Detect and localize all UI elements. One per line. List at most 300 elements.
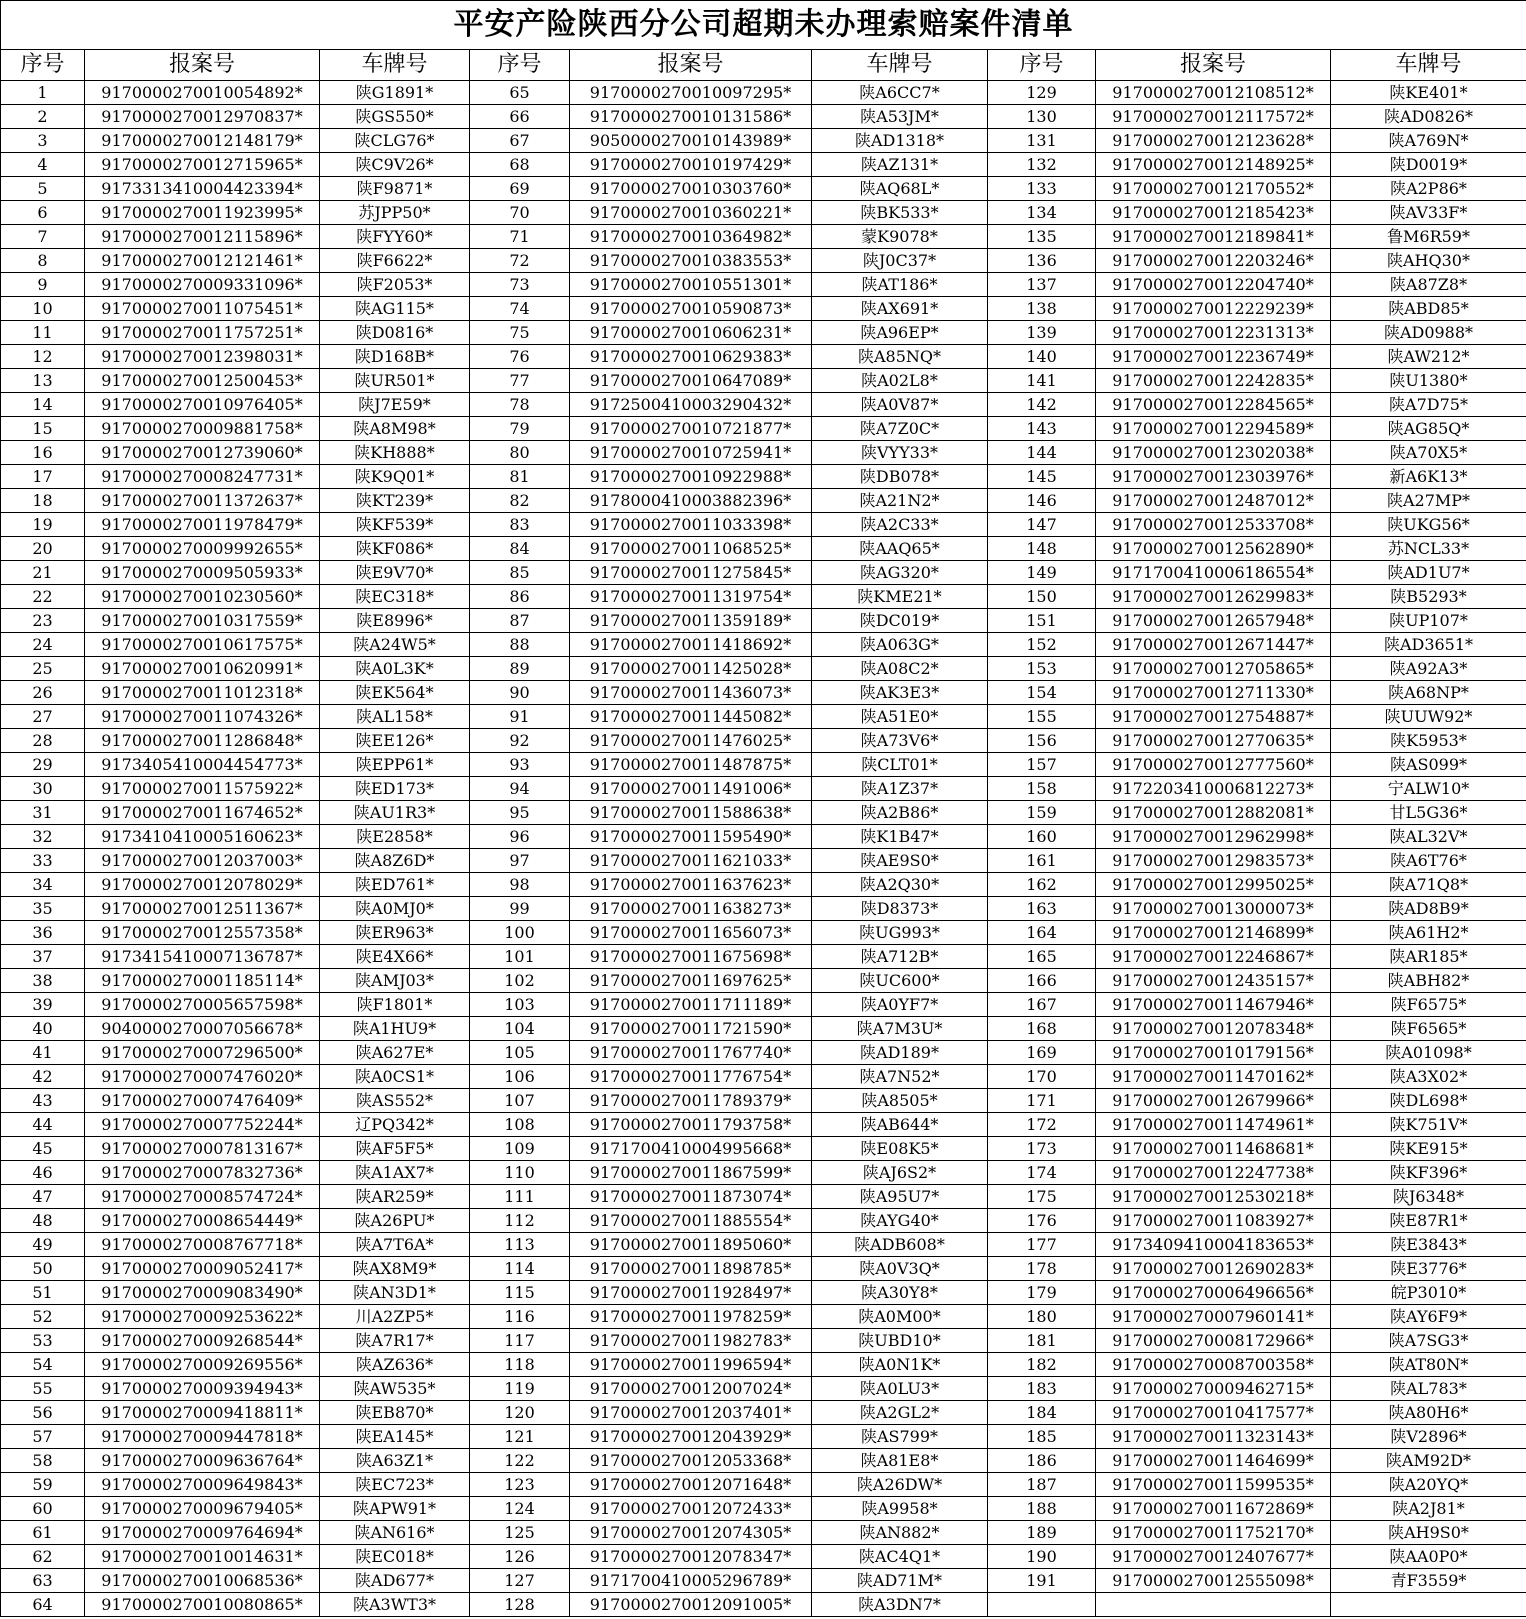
report-no-cell: 9170000270008654449* bbox=[85, 1209, 320, 1233]
report-no-cell: 9170000270012500453* bbox=[85, 369, 320, 393]
header-seq: 序号 bbox=[988, 50, 1096, 81]
report-no-cell: 9170000270012557358* bbox=[85, 921, 320, 945]
table-row bbox=[1, 1257, 1526, 1281]
report-no-cell: 9170000270012754887* bbox=[1096, 705, 1331, 729]
plate-no-cell: 陕AS552* bbox=[320, 1089, 470, 1113]
report-no-cell: 9170000270010364982* bbox=[570, 225, 812, 249]
report-no-cell: 9170000270010417577* bbox=[1096, 1401, 1331, 1425]
report-no-cell: 9170000270011599535* bbox=[1096, 1473, 1331, 1497]
seq-cell: 111 bbox=[470, 1185, 570, 1209]
plate-no-cell: 陕F6575* bbox=[1331, 993, 1526, 1017]
plate-no-cell: 陕E8996* bbox=[320, 609, 470, 633]
plate-no-cell: 陕DB078* bbox=[812, 465, 988, 489]
table-row bbox=[1, 729, 1526, 753]
plate-no-cell: 陕A9958* bbox=[812, 1497, 988, 1521]
plate-no-cell: 陕KF539* bbox=[320, 513, 470, 537]
seq-cell: 90 bbox=[470, 681, 570, 705]
seq-cell: 153 bbox=[988, 657, 1096, 681]
report-no-cell: 9170000270008247731* bbox=[85, 465, 320, 489]
report-no-cell: 9173405410004454773* bbox=[85, 753, 320, 777]
plate-no-cell: 陕KE401* bbox=[1331, 81, 1526, 105]
table-row bbox=[1, 873, 1526, 897]
report-no-cell: 9170000270011319754* bbox=[570, 585, 812, 609]
seq-cell: 16 bbox=[1, 441, 85, 465]
plate-no-cell: 陕AZ131* bbox=[812, 153, 988, 177]
plate-no-cell: 陕A7SG3* bbox=[1331, 1329, 1526, 1353]
plate-no-cell: 陕UP107* bbox=[1331, 609, 1526, 633]
seq-cell: 124 bbox=[470, 1497, 570, 1521]
table-row bbox=[1, 609, 1526, 633]
report-no-cell: 9170000270011359189* bbox=[570, 609, 812, 633]
seq-cell: 109 bbox=[470, 1137, 570, 1161]
plate-no-cell: 陕AC4Q1* bbox=[812, 1545, 988, 1569]
seq-cell: 162 bbox=[988, 873, 1096, 897]
seq-cell: 76 bbox=[470, 345, 570, 369]
seq-cell: 61 bbox=[1, 1521, 85, 1545]
table-row bbox=[1, 1593, 1526, 1617]
report-no-cell: 9170000270011711189* bbox=[570, 993, 812, 1017]
seq-cell: 159 bbox=[988, 801, 1096, 825]
seq-cell: 38 bbox=[1, 969, 85, 993]
plate-no-cell: 陕A8Z6D* bbox=[320, 849, 470, 873]
report-no-cell: 9170000270011033398* bbox=[570, 513, 812, 537]
seq-cell: 30 bbox=[1, 777, 85, 801]
seq-cell: 67 bbox=[470, 129, 570, 153]
plate-no-cell: 陕A6CC7* bbox=[812, 81, 988, 105]
plate-no-cell: 陕A3X02* bbox=[1331, 1065, 1526, 1089]
seq-cell: 167 bbox=[988, 993, 1096, 1017]
header-seq: 序号 bbox=[470, 50, 570, 81]
plate-no-cell: 陕APW91* bbox=[320, 1497, 470, 1521]
seq-cell: 157 bbox=[988, 753, 1096, 777]
report-no-cell: 9170000270011323143* bbox=[1096, 1425, 1331, 1449]
plate-no-cell: 陕F2053* bbox=[320, 273, 470, 297]
seq-cell: 189 bbox=[988, 1521, 1096, 1545]
seq-cell: 98 bbox=[470, 873, 570, 897]
report-no-cell: 9170000270011757251* bbox=[85, 321, 320, 345]
seq-cell: 54 bbox=[1, 1353, 85, 1377]
plate-no-cell: 陕A0L3K* bbox=[320, 657, 470, 681]
report-no-cell: 9170000270011575922* bbox=[85, 777, 320, 801]
plate-no-cell: 陕A27MP* bbox=[1331, 489, 1526, 513]
table-row bbox=[1, 489, 1526, 513]
plate-no-cell: 陕AR185* bbox=[1331, 945, 1526, 969]
plate-no-cell: 陕A70X5* bbox=[1331, 441, 1526, 465]
seq-cell: 103 bbox=[470, 993, 570, 1017]
report-no-cell: 9170000270012739060* bbox=[85, 441, 320, 465]
plate-no-cell: 陕A7D75* bbox=[1331, 393, 1526, 417]
plate-no-cell: 陕AW535* bbox=[320, 1377, 470, 1401]
report-no-cell: 9170000270010317559* bbox=[85, 609, 320, 633]
plate-no-cell: 陕AQ68L* bbox=[812, 177, 988, 201]
plate-no-cell: 陕K5953* bbox=[1331, 729, 1526, 753]
report-no-cell: 9170000270011752170* bbox=[1096, 1521, 1331, 1545]
report-no-cell: 9170000270012407677* bbox=[1096, 1545, 1331, 1569]
seq-cell: 85 bbox=[470, 561, 570, 585]
header-plate-no: 车牌号 bbox=[320, 50, 470, 81]
report-no-cell: 9170000270012302038* bbox=[1096, 441, 1331, 465]
plate-no-cell: 陕UKG56* bbox=[1331, 513, 1526, 537]
seq-cell: 101 bbox=[470, 945, 570, 969]
report-no-cell: 9170000270012511367* bbox=[85, 897, 320, 921]
seq-cell: 47 bbox=[1, 1185, 85, 1209]
table-row bbox=[1, 1089, 1526, 1113]
report-no-cell: 9170000270012487012* bbox=[1096, 489, 1331, 513]
seq-cell: 104 bbox=[470, 1017, 570, 1041]
report-no-cell: 9170000270011621033* bbox=[570, 849, 812, 873]
report-no-cell: 9173313410004423394* bbox=[85, 177, 320, 201]
seq-cell: 137 bbox=[988, 273, 1096, 297]
header-report-no: 报案号 bbox=[1096, 50, 1331, 81]
seq-cell: 139 bbox=[988, 321, 1096, 345]
table-row bbox=[1, 1425, 1526, 1449]
plate-no-cell: 陕AG320* bbox=[812, 561, 988, 585]
seq-cell: 105 bbox=[470, 1041, 570, 1065]
report-no-cell: 9170000270012203246* bbox=[1096, 249, 1331, 273]
seq-cell: 53 bbox=[1, 1329, 85, 1353]
seq-cell: 117 bbox=[470, 1329, 570, 1353]
report-no-cell: 9170000270012078347* bbox=[570, 1545, 812, 1569]
plate-no-cell: 陕AT80N* bbox=[1331, 1353, 1526, 1377]
plate-no-cell: 陕AD0826* bbox=[1331, 105, 1526, 129]
seq-cell: 5 bbox=[1, 177, 85, 201]
report-no-cell: 9170000270012657948* bbox=[1096, 609, 1331, 633]
seq-cell: 28 bbox=[1, 729, 85, 753]
report-no-cell: 9170000270013000073* bbox=[1096, 897, 1331, 921]
report-no-cell: 9170000270011595490* bbox=[570, 825, 812, 849]
plate-no-cell: 陕KT239* bbox=[320, 489, 470, 513]
seq-cell: 84 bbox=[470, 537, 570, 561]
report-no-cell: 9170000270011767740* bbox=[570, 1041, 812, 1065]
report-no-cell: 9170000270009649843* bbox=[85, 1473, 320, 1497]
report-no-cell: 9170000270012715965* bbox=[85, 153, 320, 177]
report-no-cell: 9170000270010725941* bbox=[570, 441, 812, 465]
report-no-cell: 9170000270007752244* bbox=[85, 1113, 320, 1137]
report-no-cell: 9170000270008574724* bbox=[85, 1185, 320, 1209]
seq-cell: 82 bbox=[470, 489, 570, 513]
report-no-cell: 9171700410006186554* bbox=[1096, 561, 1331, 585]
report-no-cell: 9170000270012108512* bbox=[1096, 81, 1331, 105]
plate-no-cell: 陕AW212* bbox=[1331, 345, 1526, 369]
seq-cell: 152 bbox=[988, 633, 1096, 657]
plate-no-cell: 新A6K13* bbox=[1331, 465, 1526, 489]
plate-no-cell: 陕K9Q01* bbox=[320, 465, 470, 489]
plate-no-cell: 陕A3DN7* bbox=[812, 1593, 988, 1617]
seq-cell: 144 bbox=[988, 441, 1096, 465]
seq-cell: 81 bbox=[470, 465, 570, 489]
plate-no-cell: 陕AAQ65* bbox=[812, 537, 988, 561]
seq-cell: 43 bbox=[1, 1089, 85, 1113]
seq-cell: 29 bbox=[1, 753, 85, 777]
table-row bbox=[1, 225, 1526, 249]
seq-cell: 63 bbox=[1, 1569, 85, 1593]
plate-no-cell: 陕AMJ03* bbox=[320, 969, 470, 993]
plate-no-cell: 陕AD0988* bbox=[1331, 321, 1526, 345]
seq-cell: 51 bbox=[1, 1281, 85, 1305]
report-no-cell: 9170000270009418811* bbox=[85, 1401, 320, 1425]
report-no-cell: 9170000270008172966* bbox=[1096, 1329, 1331, 1353]
plate-no-cell: 陕AD8B9* bbox=[1331, 897, 1526, 921]
seq-cell: 141 bbox=[988, 369, 1096, 393]
report-no-cell: 9170000270012247738* bbox=[1096, 1161, 1331, 1185]
seq-cell: 49 bbox=[1, 1233, 85, 1257]
plate-no-cell: 陕A2J81* bbox=[1331, 1497, 1526, 1521]
plate-no-cell: 陕A95U7* bbox=[812, 1185, 988, 1209]
plate-no-cell: 陕A68NP* bbox=[1331, 681, 1526, 705]
plate-no-cell: 陕A0M00* bbox=[812, 1305, 988, 1329]
report-no-cell: 9170000270012671447* bbox=[1096, 633, 1331, 657]
seq-cell: 172 bbox=[988, 1113, 1096, 1137]
seq-cell: 37 bbox=[1, 945, 85, 969]
seq-cell: 148 bbox=[988, 537, 1096, 561]
plate-no-cell: 陕AZ636* bbox=[320, 1353, 470, 1377]
plate-no-cell: 陕A80H6* bbox=[1331, 1401, 1526, 1425]
report-no-cell: 9170000270011721590* bbox=[570, 1017, 812, 1041]
report-no-cell: 9170000270006496656* bbox=[1096, 1281, 1331, 1305]
report-no-cell: 9170000270009636764* bbox=[85, 1449, 320, 1473]
seq-cell: 26 bbox=[1, 681, 85, 705]
seq-cell: 2 bbox=[1, 105, 85, 129]
plate-no-cell: 陕AL783* bbox=[1331, 1377, 1526, 1401]
seq-cell: 40 bbox=[1, 1017, 85, 1041]
table-row bbox=[1, 369, 1526, 393]
table-row bbox=[1, 177, 1526, 201]
seq-cell: 60 bbox=[1, 1497, 85, 1521]
seq-cell: 175 bbox=[988, 1185, 1096, 1209]
seq-cell: 102 bbox=[470, 969, 570, 993]
report-no-cell: 9170000270012530218* bbox=[1096, 1185, 1331, 1209]
table-row bbox=[1, 1281, 1526, 1305]
seq-cell: 163 bbox=[988, 897, 1096, 921]
table-body bbox=[1, 81, 1526, 1617]
plate-no-cell: 陕A01098* bbox=[1331, 1041, 1526, 1065]
report-no-cell: 9170000270009505933* bbox=[85, 561, 320, 585]
report-no-cell: 9170000270009881758* bbox=[85, 417, 320, 441]
seq-cell: 149 bbox=[988, 561, 1096, 585]
table-row bbox=[1, 1233, 1526, 1257]
table-row bbox=[1, 1449, 1526, 1473]
report-no-cell: 9170000270011867599* bbox=[570, 1161, 812, 1185]
table-row bbox=[1, 81, 1526, 105]
seq-cell: 123 bbox=[470, 1473, 570, 1497]
table-row bbox=[1, 801, 1526, 825]
plate-no-cell: 陕F6565* bbox=[1331, 1017, 1526, 1041]
seq-cell: 184 bbox=[988, 1401, 1096, 1425]
report-no-cell: 9170000270009269556* bbox=[85, 1353, 320, 1377]
seq-cell: 62 bbox=[1, 1545, 85, 1569]
report-no-cell: 9170000270010197429* bbox=[570, 153, 812, 177]
plate-no-cell: 陕A0CS1* bbox=[320, 1065, 470, 1089]
report-no-cell: 9170000270010131586* bbox=[570, 105, 812, 129]
table-row bbox=[1, 201, 1526, 225]
report-no-cell: 9170000270010054892* bbox=[85, 81, 320, 105]
seq-cell: 1 bbox=[1, 81, 85, 105]
report-no-cell: 9170000270010551301* bbox=[570, 273, 812, 297]
plate-no-cell: 川A2ZP5* bbox=[320, 1305, 470, 1329]
report-no-cell: 9170000270012882081* bbox=[1096, 801, 1331, 825]
plate-no-cell: 陕AH9S0* bbox=[1331, 1521, 1526, 1545]
plate-no-cell: 陕A1HU9* bbox=[320, 1017, 470, 1041]
report-no-cell: 9170000270012962998* bbox=[1096, 825, 1331, 849]
plate-no-cell: 陕FYY60* bbox=[320, 225, 470, 249]
plate-no-cell: 陕AD677* bbox=[320, 1569, 470, 1593]
seq-cell: 23 bbox=[1, 609, 85, 633]
seq-cell: 95 bbox=[470, 801, 570, 825]
plate-no-cell: 陕A1Z37* bbox=[812, 777, 988, 801]
plate-no-cell: 陕A0V3Q* bbox=[812, 1257, 988, 1281]
plate-no-cell: 陕AD1U7* bbox=[1331, 561, 1526, 585]
plate-no-cell: 陕A92A3* bbox=[1331, 657, 1526, 681]
report-no-cell: 9170000270007813167* bbox=[85, 1137, 320, 1161]
report-no-cell: 9170000270012185423* bbox=[1096, 201, 1331, 225]
seq-cell: 14 bbox=[1, 393, 85, 417]
report-no-cell: 9170000270009253622* bbox=[85, 1305, 320, 1329]
plate-no-cell: 陕D168B* bbox=[320, 345, 470, 369]
table-row bbox=[1, 1473, 1526, 1497]
plate-no-cell: 陕EA145* bbox=[320, 1425, 470, 1449]
plate-no-cell: 陕A08C2* bbox=[812, 657, 988, 681]
seq-cell: 170 bbox=[988, 1065, 1096, 1089]
seq-cell: 136 bbox=[988, 249, 1096, 273]
seq-cell: 66 bbox=[470, 105, 570, 129]
seq-cell: 44 bbox=[1, 1113, 85, 1137]
report-no-cell: 9170000270011372637* bbox=[85, 489, 320, 513]
report-no-cell: 9170000270012711330* bbox=[1096, 681, 1331, 705]
report-no-cell: 9170000270012148925* bbox=[1096, 153, 1331, 177]
seq-cell: 154 bbox=[988, 681, 1096, 705]
report-no-cell: 9170000270011789379* bbox=[570, 1089, 812, 1113]
report-no-cell: 9170000270007832736* bbox=[85, 1161, 320, 1185]
report-no-cell: 9170000270011982783* bbox=[570, 1329, 812, 1353]
report-no-cell: 9170000270010014631* bbox=[85, 1545, 320, 1569]
seq-cell: 35 bbox=[1, 897, 85, 921]
seq-cell: 74 bbox=[470, 297, 570, 321]
seq-cell: 92 bbox=[470, 729, 570, 753]
report-no-cell: 9170000270010303760* bbox=[570, 177, 812, 201]
plate-no-cell: 陕F1801* bbox=[320, 993, 470, 1017]
seq-cell: 191 bbox=[988, 1569, 1096, 1593]
seq-cell: 78 bbox=[470, 393, 570, 417]
plate-no-cell: 陕EPP61* bbox=[320, 753, 470, 777]
seq-cell: 70 bbox=[470, 201, 570, 225]
plate-no-cell: 陕A26DW* bbox=[812, 1473, 988, 1497]
report-no-cell: 9170000270012117572* bbox=[1096, 105, 1331, 129]
seq-cell: 168 bbox=[988, 1017, 1096, 1041]
seq-cell: 88 bbox=[470, 633, 570, 657]
plate-no-cell: 陕D0816* bbox=[320, 321, 470, 345]
report-no-cell: 9170000270011075451* bbox=[85, 297, 320, 321]
plate-no-cell: 陕A0V87* bbox=[812, 393, 988, 417]
report-no-cell: 9170000270012629983* bbox=[1096, 585, 1331, 609]
plate-no-cell: 陕UBD10* bbox=[812, 1329, 988, 1353]
seq-cell: 41 bbox=[1, 1041, 85, 1065]
plate-no-cell: 陕A2P86* bbox=[1331, 177, 1526, 201]
report-no-cell: 9170000270011637623* bbox=[570, 873, 812, 897]
seq-cell: 22 bbox=[1, 585, 85, 609]
report-no-cell: 9170000270011588638* bbox=[570, 801, 812, 825]
plate-no-cell: 陕A8M98* bbox=[320, 417, 470, 441]
report-no-cell bbox=[1096, 1593, 1331, 1617]
report-no-cell: 9170000270011674652* bbox=[85, 801, 320, 825]
report-no-cell: 9170000270009083490* bbox=[85, 1281, 320, 1305]
report-no-cell: 9170000270012236749* bbox=[1096, 345, 1331, 369]
seq-cell: 140 bbox=[988, 345, 1096, 369]
seq-cell: 33 bbox=[1, 849, 85, 873]
table-row bbox=[1, 945, 1526, 969]
table-row bbox=[1, 657, 1526, 681]
plate-no-cell: 陕A02L8* bbox=[812, 369, 988, 393]
plate-no-cell: 陕A712B* bbox=[812, 945, 988, 969]
table-row bbox=[1, 921, 1526, 945]
report-no-cell: 9170000270011697625* bbox=[570, 969, 812, 993]
report-no-cell: 9170000270011793758* bbox=[570, 1113, 812, 1137]
report-no-cell: 9170000270011873074* bbox=[570, 1185, 812, 1209]
seq-cell: 39 bbox=[1, 993, 85, 1017]
plate-no-cell: 陕AN616* bbox=[320, 1521, 470, 1545]
seq-cell: 135 bbox=[988, 225, 1096, 249]
report-no-cell: 9170000270012204740* bbox=[1096, 273, 1331, 297]
report-no-cell: 9170000270010179156* bbox=[1096, 1041, 1331, 1065]
report-no-cell: 9170000270010721877* bbox=[570, 417, 812, 441]
table-row bbox=[1, 1161, 1526, 1185]
seq-cell: 20 bbox=[1, 537, 85, 561]
plate-no-cell: 陕E08K5* bbox=[812, 1137, 988, 1161]
seq-cell: 24 bbox=[1, 633, 85, 657]
seq-cell: 80 bbox=[470, 441, 570, 465]
plate-no-cell: 陕A0N1K* bbox=[812, 1353, 988, 1377]
seq-cell: 151 bbox=[988, 609, 1096, 633]
plate-no-cell: 陕A8505* bbox=[812, 1089, 988, 1113]
seq-cell: 27 bbox=[1, 705, 85, 729]
report-no-cell: 9170000270011895060* bbox=[570, 1233, 812, 1257]
report-no-cell: 9170000270010617575* bbox=[85, 633, 320, 657]
table-row bbox=[1, 897, 1526, 921]
seq-cell: 180 bbox=[988, 1305, 1096, 1329]
plate-no-cell: 陕A61H2* bbox=[1331, 921, 1526, 945]
seq-cell: 146 bbox=[988, 489, 1096, 513]
seq-cell: 114 bbox=[470, 1257, 570, 1281]
seq-cell: 97 bbox=[470, 849, 570, 873]
seq-cell: 190 bbox=[988, 1545, 1096, 1569]
plate-no-cell: 陕DL698* bbox=[1331, 1089, 1526, 1113]
seq-cell: 116 bbox=[470, 1305, 570, 1329]
seq-cell: 115 bbox=[470, 1281, 570, 1305]
table-row bbox=[1, 297, 1526, 321]
plate-no-cell: 陕A96EP* bbox=[812, 321, 988, 345]
report-no-cell: 9170000270011425028* bbox=[570, 657, 812, 681]
table-row bbox=[1, 441, 1526, 465]
seq-cell: 42 bbox=[1, 1065, 85, 1089]
seq-cell: 94 bbox=[470, 777, 570, 801]
seq-cell: 110 bbox=[470, 1161, 570, 1185]
table-row bbox=[1, 1065, 1526, 1089]
table-row bbox=[1, 1521, 1526, 1545]
report-no-cell: 9170000270012705865* bbox=[1096, 657, 1331, 681]
plate-no-cell: 陕GS550* bbox=[320, 105, 470, 129]
report-no-cell: 9170000270012146899* bbox=[1096, 921, 1331, 945]
seq-cell: 142 bbox=[988, 393, 1096, 417]
seq-cell: 9 bbox=[1, 273, 85, 297]
seq-cell: 133 bbox=[988, 177, 1096, 201]
seq-cell: 64 bbox=[1, 1593, 85, 1617]
table-row bbox=[1, 105, 1526, 129]
report-no-cell: 9170000270009447818* bbox=[85, 1425, 320, 1449]
page-title: 平安产险陕西分公司超期未办理索赔案件清单 bbox=[1, 1, 1526, 50]
report-no-cell: 9170000270010620991* bbox=[85, 657, 320, 681]
seq-cell: 174 bbox=[988, 1161, 1096, 1185]
plate-no-cell: 陕G1891* bbox=[320, 81, 470, 105]
plate-no-cell: 陕A627E* bbox=[320, 1041, 470, 1065]
